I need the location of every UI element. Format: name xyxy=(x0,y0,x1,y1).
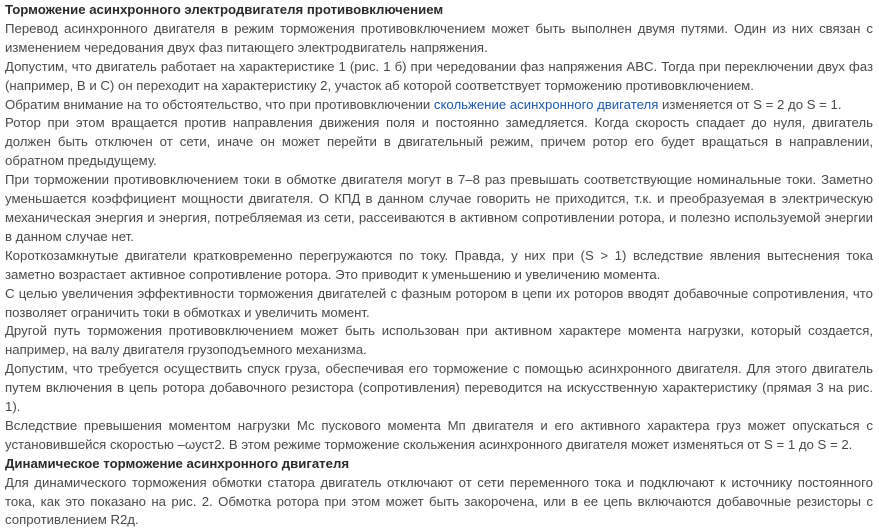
paragraph-text: изменяется от S = 2 до S = 1. xyxy=(658,96,842,112)
paragraph: Другой путь торможения противовключением может быть использован при активном характере момента нагрузки, который создается, например, на валу двигателя грузоподъемного механизма. xyxy=(5,323,873,358)
paragraph: Допустим, что двигатель работает на характеристике 1 (рис. 1 б) при чередовании фаз напряжения ABC. Тогда при переключении двух фаз (например, В и С) он переходит на характеристику 2, участок аб которой соответствует торможению противовключением. xyxy=(5,58,873,93)
paragraph: Вследствие превышения моментом нагрузки Мс пускового момента Мп двигателя и его активного характера груз может опускаться с установившейся скоростью –ωуст2. В этом режиме торможение скольжения асинхронного двигателя может изменяться от S = 1 до S = 2. xyxy=(5,417,873,452)
paragraph: Перевод асинхронного двигателя в режим торможения противовключением может быть выполнен двумя путями. Один из них связан с изменением чередования двух фаз питающего электродвигатель напряжения. xyxy=(5,20,873,55)
paragraph: Ротор при этом вращается против направления движения поля и постоянно замедляется. Когда скорость спадает до нуля, двигатель должен быть отключен от сети, иначе он может перейти в двигательный режим, причем ротор его будет вращаться в направлении, обратном предыдущему. xyxy=(5,115,873,169)
article xyxy=(5,1,873,530)
slip-link[interactable]: скольжение асинхронного двигателя xyxy=(433,96,659,112)
paragraph: С целью увеличения эффективности торможения двигателей с фазным ротором в цепи их роторов вводят добавочные сопротивления, что позволяет ограничить токи в обмотках и увеличить момент. xyxy=(5,285,873,320)
paragraph: Короткозамкнутые двигатели кратковременно перегружаются по току. Правда, у них при (S > 1) вследствие явления вытеснения тока заметно возрастает активное сопротивление ротора. Это приводит к уменьшению и увеличению момента. xyxy=(5,247,873,282)
section-heading-counter-current-braking: Торможение асинхронного электродвигателя противовключением xyxy=(5,2,444,17)
paragraph-text: Обратим внимание на то обстоятельство, что при противовключении xyxy=(5,96,434,112)
paragraph: Допустим, что требуется осуществить спуск груза, обеспечивая его торможение с помощью асинхронного двигателя. Для этого двигатель путем включения в цепь ротора добавочного резистора (сопротивления) переводится на искусственную характеристику (прямая 3 на рис. 1). xyxy=(5,361,873,415)
section-heading-dynamic-braking: Динамическое торможение асинхронного двигателя xyxy=(5,455,350,471)
paragraph: Для динамического торможения обмотки статора двигатель отключают от сети переменного тока и подключают к источнику постоянного тока, как это показано на рис. 2. Обмотка ротора при этом может быть закорочена, или в ее цепь включаются добавочные резисторы с сопротивлением R2д. xyxy=(5,474,873,528)
paragraph: При торможении противовключением токи в обмотке двигателя могут в 7–8 раз превышать соответствующие номинальные токи. Заметно уменьшается коэффициент мощности двигателя. О КПД в данном случае говорить не приходится, т.к. и преобразуемая в электрическую механическая энергия и энергия, потребляемая из сети, рассеиваются в активном сопротивлении ротора, и полезно используемой энергии в данном случае нет. xyxy=(5,172,873,244)
paragraph xyxy=(5,96,873,115)
